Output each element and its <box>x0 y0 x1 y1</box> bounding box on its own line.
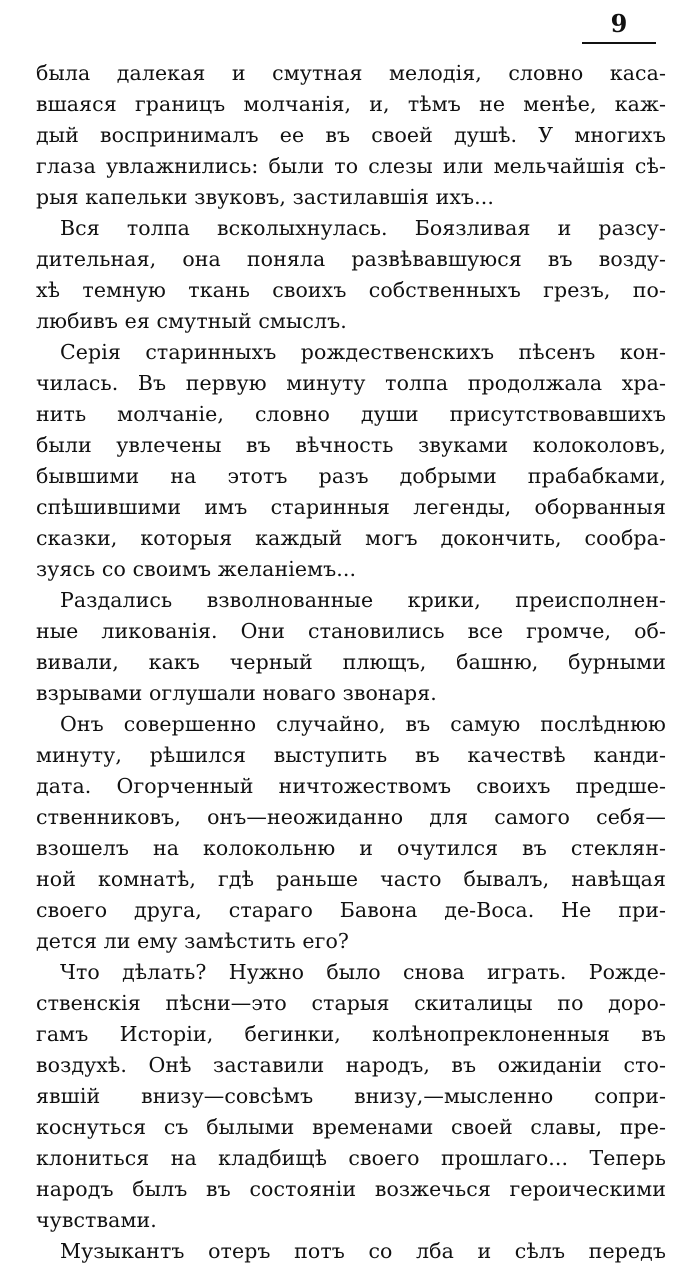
text-line: взошелъ на колокольню и очутился въ стеклян- <box>36 836 666 860</box>
text-line: вшаяся границъ молчанія, и, тѣмъ не менѣе, каж- <box>36 92 666 116</box>
text-line: была далекая и смутная мелодія, словно каса- <box>36 61 666 85</box>
text-line: Серія старинныхъ рождественскихъ пѣсенъ кон- <box>60 340 666 364</box>
text-line: спѣшившими имъ старинныя легенды, оборванныя <box>36 495 666 519</box>
text-line: клониться на кладбищѣ своего прошлаго... Теперь <box>36 1146 666 1170</box>
text-line: зуясь со своимъ желаніемъ... <box>36 557 357 581</box>
text-line: бывшими на этотъ разъ добрыми прабабками, <box>36 464 666 488</box>
text-line: вивали, какъ черный плющъ, башню, бурными <box>36 650 666 674</box>
text-line: рыя капельки звуковъ, застилавшія ихъ... <box>36 185 495 209</box>
text-line: чилась. Въ первую минуту толпа продолжала хра- <box>36 371 666 395</box>
text-line: своего друга, стараго Бавона де-Воса. Не при- <box>36 898 666 922</box>
text-line: народъ былъ въ состояніи возжечься героическими <box>36 1177 666 1201</box>
text-line: Что дѣлать? Нужно было снова играть. Рожде- <box>60 960 666 984</box>
page-number-rule <box>582 42 656 44</box>
text-line: дительная, она поняла развѣвавшуюся въ возду- <box>36 247 666 271</box>
text-line: хѣ темную ткань своихъ собственныхъ грезъ, по- <box>36 278 666 302</box>
text-line: нить молчаніе, словно души присутствовавшихъ <box>36 402 666 426</box>
text-line: чувствами. <box>36 1208 157 1232</box>
text-line: дый воспринималъ ее въ своей душѣ. У многихъ <box>36 123 666 147</box>
text-line: взрывами оглушали новаго звонаря. <box>36 681 437 705</box>
text-line: Онъ совершенно случайно, въ самую послѣднюю <box>60 712 666 736</box>
text-line: гамъ Исторіи, бегинки, колѣнопреклоненныя въ <box>36 1022 666 1046</box>
text-line: ной комнатѣ, гдѣ раньше часто бывалъ, навѣщая <box>36 867 666 891</box>
text-line: явшій внизу—совсѣмъ внизу,—мысленно сопри- <box>36 1084 666 1108</box>
page-number: 9 <box>610 9 628 38</box>
text-line: ственниковъ, онъ—неожиданно для самого себя— <box>36 805 666 829</box>
text-line: Вся толпа всколыхнулась. Боязливая и разсу- <box>60 216 666 240</box>
text-line: воздухѣ. Онѣ заставили народъ, въ ожиданіи сто- <box>36 1053 666 1077</box>
text-line: любивъ ея смутный смыслъ. <box>36 309 347 333</box>
text-line: сказки, которыя каждый могъ докончить, сообра- <box>36 526 666 550</box>
text-line: Раздались взволнованные крики, преисполнен- <box>60 588 666 612</box>
text-line: были увлечены въ вѣчность звуками колоколовъ, <box>36 433 666 457</box>
text-line: Музыкантъ отеръ потъ со лба и сѣлъ передъ <box>60 1239 666 1263</box>
text-line: ственскія пѣсни—это старыя скиталицы по доро- <box>36 991 666 1015</box>
text-line: коснуться съ былыми временами своей славы, пре- <box>36 1115 666 1139</box>
text-line: дется ли ему замѣстить его? <box>36 929 350 953</box>
body-text <box>36 58 666 1267</box>
text-line: дата. Огорченный ничтожествомъ своихъ предше- <box>36 774 666 798</box>
text-line: ные ликованія. Они становились все громче, об- <box>36 619 666 643</box>
text-line: минуту, рѣшился выступить въ качествѣ канди- <box>36 743 666 767</box>
text-line: глаза увлажнились: были то слезы или мельчайшія сѣ- <box>36 154 666 178</box>
